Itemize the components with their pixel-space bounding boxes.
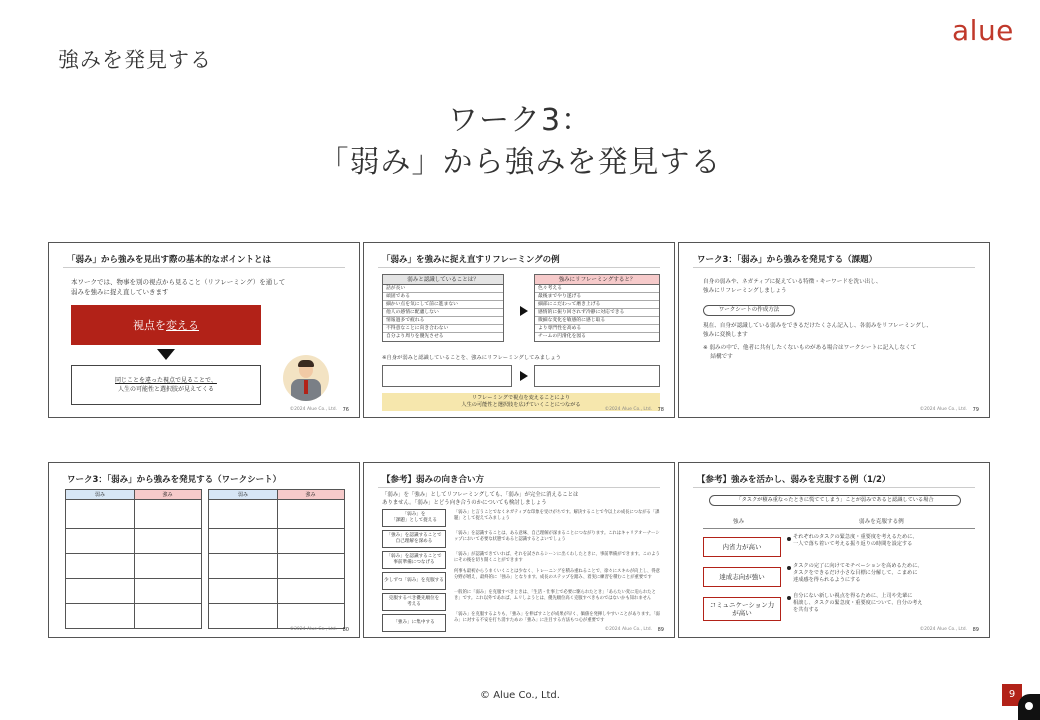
approach-label: 少しずつ「弱み」を克服する [384, 578, 444, 583]
approach-label: 考える [407, 602, 421, 607]
slide-thumbnail-79 [678, 242, 990, 418]
row-divider [66, 553, 201, 554]
slide-note: 結構です [703, 354, 733, 360]
reframing-prompt: ※自身が弱みと認識していることを、強みにリフレーミングしてみましょう [382, 355, 561, 361]
strength-header: 強みにリフレーミングすると？ [535, 275, 659, 285]
approach-text: 「弱み」を克服するよりも、「強み」を伸ばすことが成果が早く、価値を発揮しやすいことがあります。「弱み」に対する不安を打ち消すための「強み」に注目する方法もつ心が重要です [454, 612, 660, 623]
result-box [71, 365, 261, 405]
table-row: 色々考える [535, 285, 659, 293]
table-row: 他人の感情に配慮しない [383, 309, 503, 317]
approach-label: 自己理解を深める [395, 539, 433, 544]
strength-box [703, 567, 781, 587]
slide-body-line: 強みにリフレーミングしましょう [703, 288, 787, 294]
strength-box [703, 537, 781, 557]
row-divider [66, 578, 201, 579]
overcome-text [793, 593, 975, 614]
approach-label: 「強み」に集中する [393, 620, 435, 625]
scenario-banner: 「タスクが積み重なったときに慌ててしまう」ことが弱みであると認識している場合 [709, 495, 961, 506]
column-divider [277, 490, 278, 628]
alue-logo: alue [952, 14, 1014, 47]
slide-number: 89 [972, 627, 979, 633]
column-header-divider [703, 528, 975, 529]
row-divider [66, 603, 201, 604]
worksheet-table-right [208, 489, 345, 629]
approach-text: 何事も最初からうまくいくことは少なく、トレーニングを積み重ねることで、徐々にスキルが向上し、得意分野が増え、最終的に「強み」となります。成長のステップを踏み、着実に練習を積むことが重要です [454, 569, 660, 580]
approach-label: 「弱み」を認識することで [386, 554, 442, 559]
slide-number: 78 [657, 407, 664, 413]
table-row: より専門性を高める [535, 325, 659, 333]
businessman-avatar-icon [283, 355, 329, 401]
banner-line: リフレーミングで視点を変えることにより [471, 395, 571, 401]
weakness-table [382, 274, 504, 342]
arrow-right-icon [520, 306, 528, 316]
weakness-header: 弱みと認識していることは？ [383, 275, 503, 285]
table-row: 頑固である [383, 293, 503, 301]
table-row: 最後までやり遂げる [535, 293, 659, 301]
red-box-underlined: 変える [166, 319, 199, 332]
slide-body-line: 強みに変換します [703, 332, 748, 338]
bullet-dot-icon [787, 596, 791, 600]
title-underline [693, 487, 975, 488]
approach-label: 「課題」として捉える [391, 518, 437, 523]
strength-label: 達成志向が強い [719, 573, 765, 581]
overcome-text [793, 563, 975, 584]
approach-text: 「弱み」を認識することは、ある意味、自己理解が深まることにつながります。これはキャリアオーナーシップにおいて必要な状態であると認識するとよいでしょう [454, 531, 660, 542]
slide-intro: ありません。「弱み」とどう向き合うのかについても検討しましょう [382, 500, 547, 506]
title-underline [693, 267, 975, 268]
table-row: 不得意なことに向き合わない [383, 325, 503, 333]
weakness-column-header: 弱み [209, 490, 277, 500]
arrow-down-icon [157, 349, 175, 360]
title-underline [63, 267, 345, 268]
slide-footer: ©2024 Alue Co., Ltd. [919, 407, 967, 412]
slide-body-line: 弱みを強みに捉え直していきます [71, 288, 169, 296]
slide-thumbnail-89b [678, 462, 990, 638]
table-row: 情報過多で疲れる [383, 317, 503, 325]
weakness-column-header: 弱み [66, 490, 134, 500]
approach-label: 「弱み」を [402, 512, 426, 517]
overcome-line: 達成感を得られるようにする [793, 577, 861, 583]
worksheet-method-pill: ワークシートの作成方法 [703, 305, 795, 316]
strength-label: コミュニケーション力 [709, 601, 775, 609]
approach-box [382, 593, 446, 611]
table-row: 微細な変化を敏感的に感じ取る [535, 317, 659, 325]
slide-note: ※ 弱みの中で、他者に共有したくないものがある場合はワークシートに記入しなくて [703, 345, 917, 351]
overcome-line: タスクをできるだけ小さな目標に分解して、こまめに [793, 570, 918, 576]
strength-column-header: 強み [134, 490, 201, 500]
slide-body-line: 本ワークでは、物事を別の視点から見ること（リフレーミング）を通して [71, 278, 286, 286]
row-divider [209, 528, 344, 529]
slide-title: 【参考】強みを活かし、弱みを克服する例（1/2） [697, 475, 891, 485]
row-divider [209, 553, 344, 554]
blank-strength-box [534, 365, 660, 387]
table-row: 感情的に振り回されず冷静に対応できる [535, 309, 659, 317]
strength-label: が高い [732, 609, 752, 617]
column-divider [134, 490, 135, 628]
slide-thumbnail-78 [363, 242, 675, 418]
approach-box [382, 572, 446, 590]
overcome-column-header: 弱みを克服する例 [859, 519, 904, 525]
slide-body-line: 自身の弱みや、ネガティブに捉えている特徴・キーワードを洗い出し、 [703, 279, 882, 285]
slide-title: 「弱み」から強みを見出す際の基本的なポイントとは [67, 255, 272, 265]
main-title-line1: ワーク3： [447, 103, 593, 138]
overcome-line: を共有する [793, 607, 819, 613]
row-divider [66, 528, 201, 529]
slide-intro: 「弱み」を「強み」としてリフレーミングしても、「弱み」が完全に消えることは [382, 492, 579, 498]
slide-number: 80 [342, 627, 349, 633]
slide-thumbnail-76 [48, 242, 360, 418]
approach-text: 「弱み」が認識できていれば、それを試されるシーンに出くわしたときに、事前準備ができます。このようにその後を切り開くことができます [454, 552, 660, 563]
slide-thumbnail-80 [48, 462, 360, 638]
corner-decoration-icon [1018, 694, 1040, 720]
strength-label: 内省力が高い [722, 543, 762, 551]
strength-box [703, 597, 781, 621]
arrow-right-icon [520, 371, 528, 381]
page-heading: 強みを発見する [58, 48, 212, 72]
approach-box [382, 614, 446, 632]
red-box-prefix: 視点を [133, 319, 166, 332]
blank-weakness-box [382, 365, 512, 387]
change-viewpoint-box [71, 305, 261, 345]
approach-label: 「強み」を認識することで [386, 533, 442, 538]
table-row: 細かい点を気にして前に進まない [383, 301, 503, 309]
approach-text: 一般的に「弱み」を克服すべきときは、「生活・仕事上で必要に駆られたとき」「あらたい変に迫られたとき」です。これ以外であれば、ムリしようとは、優先順位高く克服すべきものではないかも知れません [454, 590, 656, 601]
slide-number: 76 [342, 407, 349, 413]
row-divider [209, 578, 344, 579]
overcome-line: それぞれのタスクの緊急度・重要度を考えるために、 [793, 534, 918, 540]
strength-column-header: 強み [733, 519, 745, 525]
slide-number: 79 [972, 407, 979, 413]
approach-box [382, 530, 446, 548]
page-number: 9 [1002, 684, 1022, 706]
slide-footer: ©2024 Alue Co., Ltd. [604, 627, 652, 632]
title-underline [378, 267, 660, 268]
slide-title: ワーク3：「弱み」から強みを発見する（ワークシート） [67, 475, 282, 485]
approach-label: 克服するべき優先順位を [388, 596, 440, 601]
slide-number: 89 [657, 627, 664, 633]
copyright: © Alue Co., Ltd. [480, 690, 560, 701]
title-underline [378, 487, 660, 488]
strength-table [534, 274, 660, 342]
overcome-text [793, 534, 975, 548]
slide-thumbnail-89a [363, 462, 675, 638]
slide-title: ワーク3：「弱み」から強みを発見する（課題） [697, 255, 878, 265]
result-line: 人生の可能性と選択肢が見えてくる [117, 386, 214, 393]
table-row: 話が長い [383, 285, 503, 293]
slide-footer: ©2024 Alue Co., Ltd. [604, 407, 652, 412]
main-title-line2: 「弱み」から強みを発見する [318, 145, 722, 180]
slide-footer: ©2024 Alue Co., Ltd. [289, 407, 337, 412]
table-row: チームの円滑化を図る [538, 334, 586, 339]
result-line: 同じことを違った視点で見ることで、 [115, 377, 217, 384]
slide-body-line: 現在、自身が認識している弱みをできるだけたくさん記入し、各弱みをリフレーミングし、 [703, 323, 933, 329]
table-row: 自分より周りを優先させる [386, 334, 444, 339]
strength-column-header: 強み [277, 490, 344, 500]
slide-footer: ©2024 Alue Co., Ltd. [919, 627, 967, 632]
approach-box [382, 551, 446, 569]
approach-text: 「弱み」と言うことでなくネガティブな印象を受けがちです。解決することで今以上の成長につながる「課題」として捉えてみましょう [454, 510, 660, 521]
table-row: 細部にこだわって磨き上げる [535, 301, 659, 309]
approach-label: 事前準備につなげる [393, 560, 435, 565]
banner-line: 人生の可能性と選択肢を広げていくことにつながる [461, 402, 581, 408]
overcome-line: 相談し、タスクの緊急度・重要度について、自分の考え [793, 600, 923, 606]
bullet-dot-icon [787, 566, 791, 570]
overcome-line: 自分にない新しい視点を得るために、上司や先輩に [793, 593, 913, 599]
row-divider [209, 603, 344, 604]
slide-title: 「弱み」を強みに捉え直すリフレーミングの例 [382, 255, 560, 265]
worksheet-table-left [65, 489, 202, 629]
overcome-line: 一人で落ち着いて考える振り返りの時間を設定する [793, 541, 913, 547]
approach-box [382, 509, 446, 527]
slide-footer: ©2024 Alue Co., Ltd. [289, 627, 337, 632]
overcome-line: タスクの完了に向けてモチベーションを高めるために、 [793, 563, 923, 569]
main-title [0, 100, 1040, 184]
slide-title: 【参考】弱みの向き合い方 [382, 475, 485, 485]
bullet-dot-icon [787, 537, 791, 541]
